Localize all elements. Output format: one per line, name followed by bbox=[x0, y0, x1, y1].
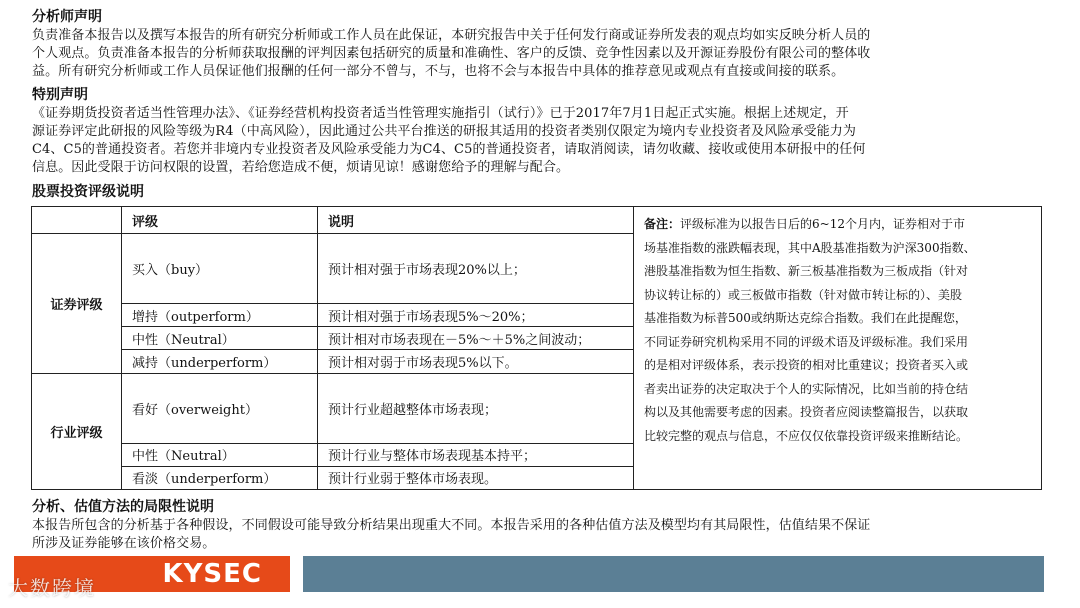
description-cell: 预计行业弱于整体市场表现。 bbox=[318, 466, 634, 489]
watermark: 大数跨境 bbox=[8, 576, 96, 600]
header-cell-rating: 评级 bbox=[122, 207, 318, 234]
rating-cell: 增持（outperform） bbox=[122, 304, 318, 327]
text-line: 本报告所包含的分析基于各种假设，不同假设可能导致分析结果出现重大不同。本报告采用的各种估值方法及模型均有其局限性，估值结果不保证 bbox=[32, 518, 871, 533]
note-line: 基准指数为标普500或纳斯达克综合指数。我们在此提醒您， bbox=[644, 311, 967, 325]
rating-explanation-title: 股票投资评级说明 bbox=[32, 184, 144, 200]
text-line: 益。所有研究分析师或工作人员保证他们报酬的任何一部分不曾与，不与，也将不会与本报告中具体的推荐意见或观点有直接或间接的联系。 bbox=[32, 64, 845, 79]
description-cell: 预计相对市场表现在－5%～＋5%之间波动； bbox=[318, 327, 634, 350]
limitations-title: 分析、估值方法的局限性说明 bbox=[32, 499, 214, 515]
description-cell: 预计相对弱于市场表现5%以下。 bbox=[318, 350, 634, 373]
rating-cell: 买入（buy） bbox=[122, 234, 318, 304]
limitations-body bbox=[32, 517, 1048, 553]
text-line: C4、C5的普通投资者。若您并非境内专业投资者及风险承受能力为C4、C5的普通投资者，请取消阅读，请勿收藏、接收或使用本研报中的任何 bbox=[32, 142, 866, 157]
text-line: 《证券期货投资者适当性管理办法》、《证券经营机构投资者适当性管理实施指引（试行）》已于2017年7月1日起正式实施。根据上述规定，开 bbox=[32, 106, 849, 121]
rating-cell: 看好（overweight） bbox=[122, 373, 318, 443]
group-label-industry: 行业评级 bbox=[32, 373, 122, 489]
special-statement-body bbox=[32, 105, 1048, 177]
analyst-statement-title: 分析师声明 bbox=[32, 9, 102, 25]
note-line: 协议转让标的）或三板做市指数（针对做市转让标的）、美股 bbox=[644, 287, 963, 302]
footer-bar bbox=[303, 556, 1044, 592]
table-header-row bbox=[32, 207, 1042, 234]
rating-cell: 中性（Neutral） bbox=[122, 327, 318, 350]
analyst-statement-body bbox=[32, 27, 1048, 81]
text-line: 信息。因此受限于访问权限的设置，若给您造成不便，烦请见谅！感谢您给予的理解与配合。 bbox=[32, 160, 570, 175]
note-line: 场基准指数的涨跌幅表现，其中A股基准指数为沪深300指数、 bbox=[644, 240, 976, 255]
note-line: 比较完整的观点与信息，不应仅仅依靠投资评级来推断结论。 bbox=[644, 428, 969, 443]
header-cell bbox=[32, 207, 122, 234]
description-cell: 预计行业与整体市场表现基本持平； bbox=[318, 443, 634, 466]
logo-text: KYSEC bbox=[162, 559, 262, 589]
text-line: 所涉及证券能够在该价格交易。 bbox=[32, 536, 216, 551]
description-cell: 预计行业超越整体市场表现； bbox=[318, 373, 634, 443]
rating-table bbox=[31, 206, 1042, 490]
text-line: 负责准备本报告以及撰写本报告的所有研究分析师或工作人员在此保证，本研究报告中关于任何发行商或证券所发表的观点均如实反映分析人员的 bbox=[32, 28, 871, 43]
rating-cell: 减持（underperform） bbox=[122, 350, 318, 373]
note-line: 港股基准指数为恒生指数、新三板基准指数为三板成指（针对 bbox=[644, 264, 969, 278]
special-statement-title: 特别声明 bbox=[32, 87, 88, 103]
text-line: 源证券评定此研报的风险等级为R4（中高风险），因此通过公共平台推送的研报其适用的投资者类别仅限定为境内专业投资者及风险承受能力为 bbox=[32, 124, 856, 139]
note-line: 构以及其他需要考虑的因素。投资者应阅读整篇报告，以获取 bbox=[644, 405, 969, 419]
note-line: 者卖出证券的决定取决于个人的实际情况，比如当前的持仓结 bbox=[644, 381, 969, 396]
description-cell: 预计相对强于市场表现5%～20%； bbox=[318, 304, 634, 327]
description-cell: 预计相对强于市场表现20%以上； bbox=[318, 234, 634, 304]
note-label: 备注： bbox=[644, 217, 681, 231]
note-line: 的是相对评级体系，表示投资的相对比重建议；投资者买入或 bbox=[644, 358, 969, 372]
rating-note bbox=[634, 207, 1042, 490]
rating-cell: 看淡（underperform） bbox=[122, 466, 318, 489]
note-line: 不同证券研究机构采用不同的评级术语及评级标准。我们采用 bbox=[644, 334, 969, 349]
group-label-securities: 证券评级 bbox=[32, 234, 122, 374]
text-line: 个人观点。负责准备本报告的分析师获取报酬的评判因素包括研究的质量和准确性、客户的反馈、竞争性因素以及开源证券股份有限公司的整体收 bbox=[32, 46, 871, 61]
header-cell-description: 说明 bbox=[318, 207, 634, 234]
note-line: 备注：评级标准为以报告日后的6~12个月内，证券相对于市 bbox=[644, 217, 965, 231]
rating-cell: 中性（Neutral） bbox=[122, 443, 318, 466]
